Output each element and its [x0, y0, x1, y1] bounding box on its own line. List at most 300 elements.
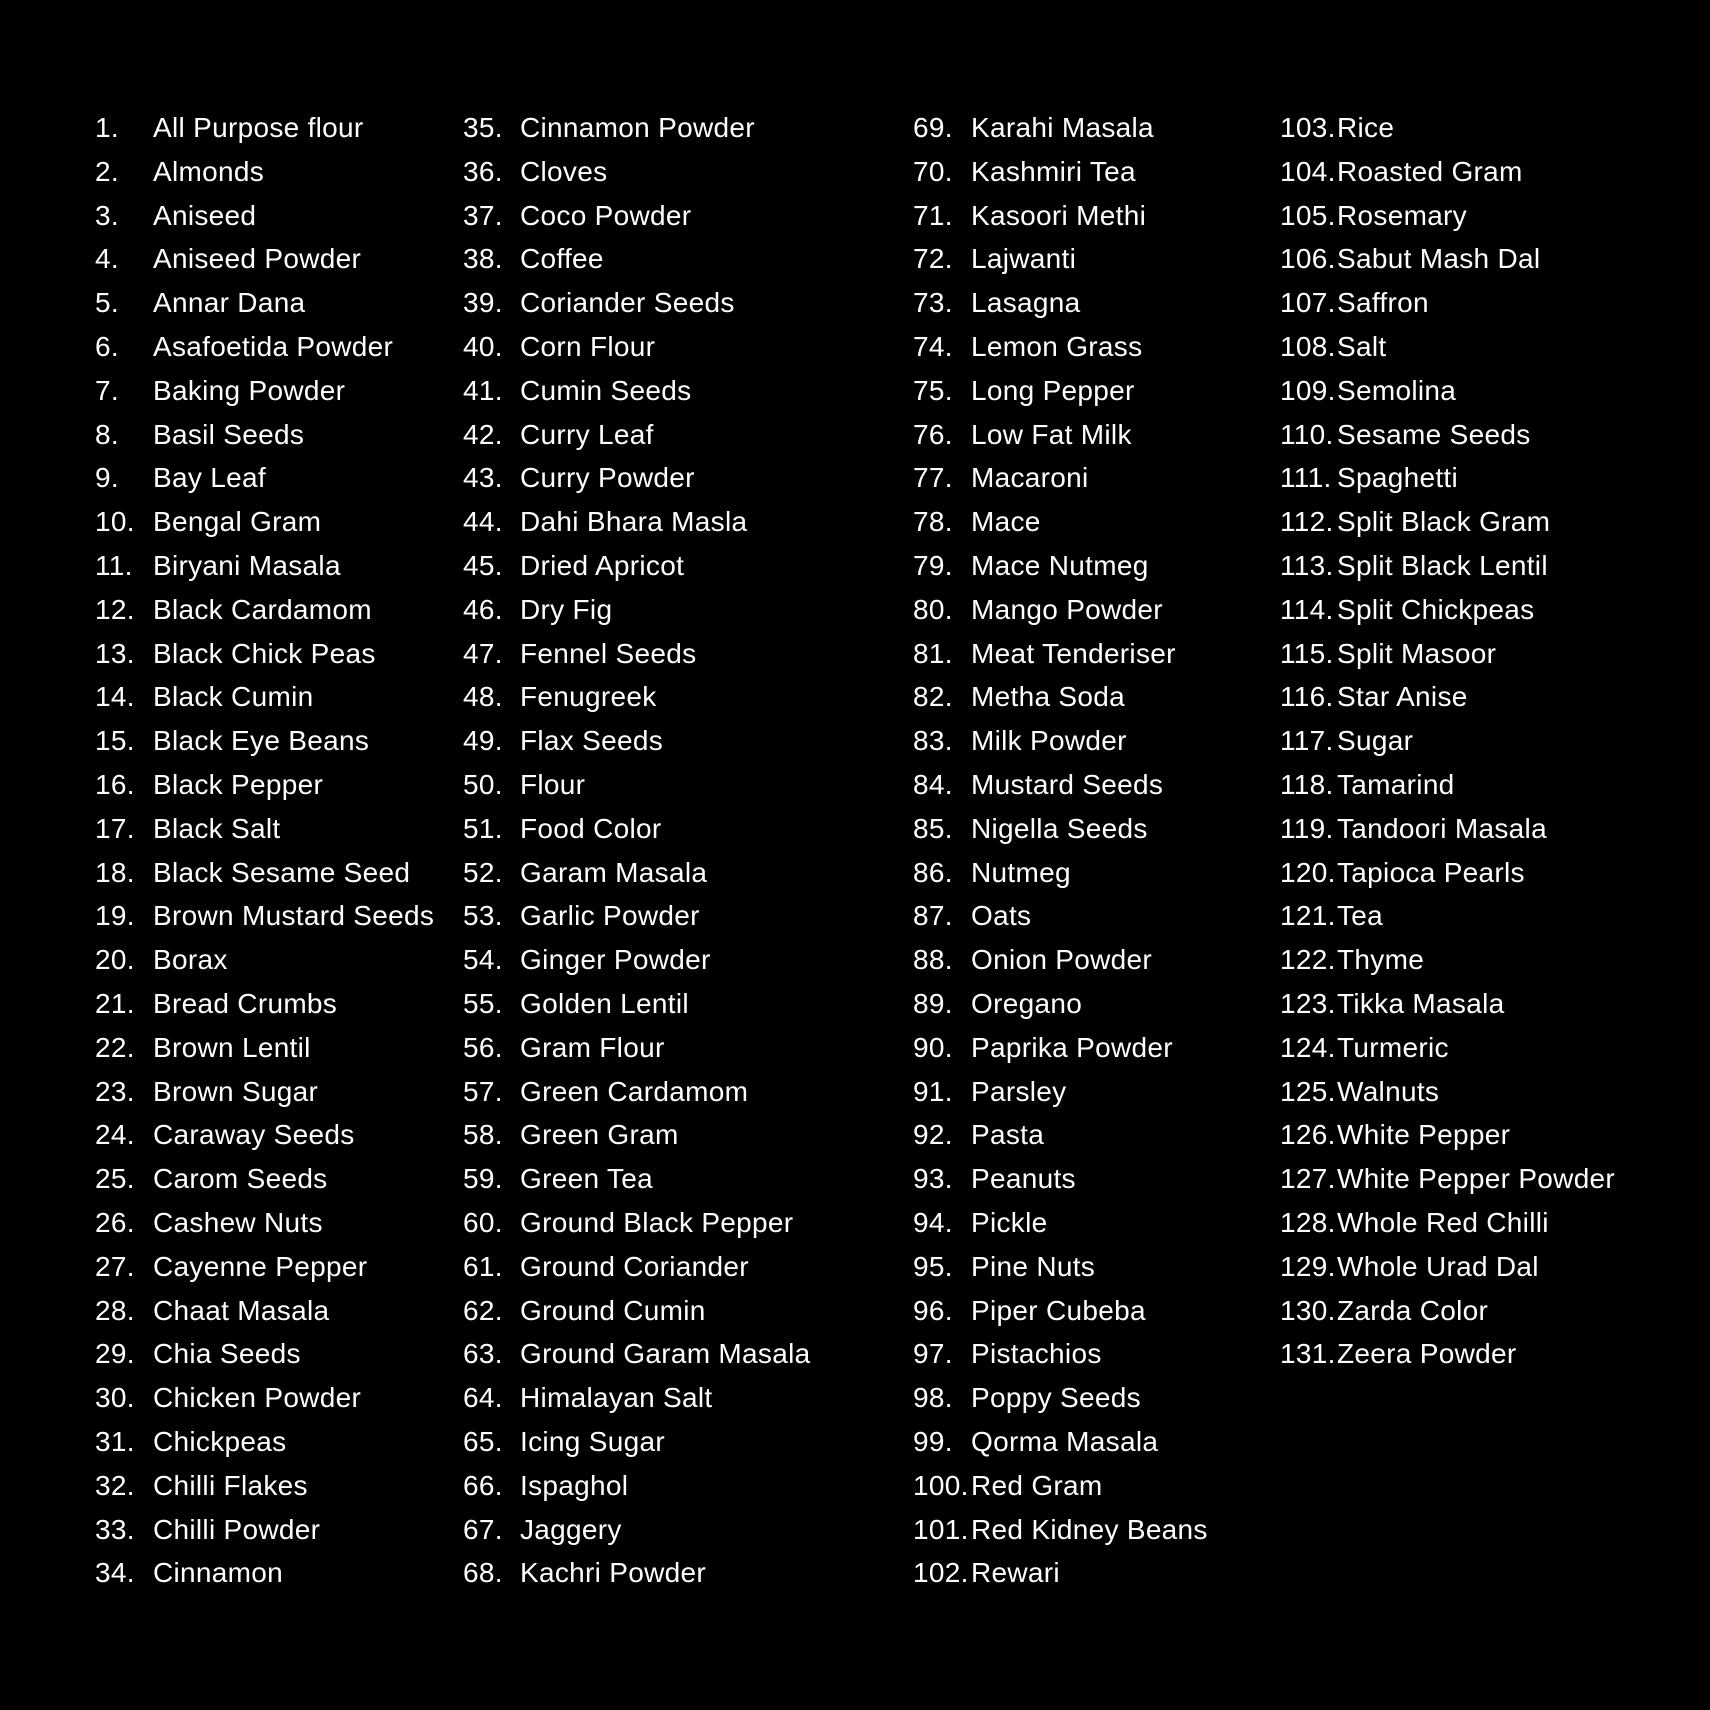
list-item-number: 127.: [1280, 1163, 1336, 1195]
list-item-label: Golden Lentil: [520, 987, 689, 1019]
list-item-number: 28.: [95, 1294, 135, 1326]
list-item-number: 21.: [95, 987, 135, 1019]
list-item: [1280, 462, 1615, 506]
list-item-label: Pistachios: [971, 1338, 1102, 1370]
list-item-number: 68.: [463, 1557, 503, 1589]
list-item-label: White Pepper: [1337, 1119, 1511, 1151]
list-item-number: 118.: [1280, 768, 1334, 800]
list-item-number: 131.: [1280, 1338, 1336, 1370]
list-item: [913, 1470, 1208, 1514]
list-item: [913, 1163, 1208, 1207]
list-item-label: Mustard Seeds: [971, 768, 1164, 800]
list-item-number: 32.: [95, 1469, 135, 1501]
list-item: [95, 813, 434, 857]
list-item-number: 53.: [463, 900, 503, 932]
list-item: [463, 156, 811, 200]
list-item-label: Piper Cubeba: [971, 1294, 1146, 1326]
list-item-label: Sabut Mash Dal: [1337, 243, 1541, 275]
list-item-label: Macaroni: [971, 462, 1089, 494]
list-item-number: 7.: [95, 374, 119, 406]
list-item: [913, 1076, 1208, 1120]
list-item: [463, 1251, 811, 1295]
list-item: [913, 1032, 1208, 1076]
list-item-number: 24.: [95, 1119, 135, 1151]
list-item-label: Dry Fig: [520, 593, 613, 625]
list-item-number: 61.: [463, 1250, 503, 1282]
list-item-number: 65.: [463, 1425, 503, 1457]
list-item: [913, 550, 1208, 594]
list-item-label: Carom Seeds: [153, 1163, 328, 1195]
list-item: [913, 1338, 1208, 1382]
list-item: [95, 550, 434, 594]
list-item-label: Green Cardamom: [520, 1075, 749, 1107]
list-item-label: Tandoori Masala: [1337, 812, 1547, 844]
list-item-label: Mace: [971, 506, 1041, 538]
list-item: [1280, 594, 1615, 638]
list-item: [1280, 1076, 1615, 1120]
list-item-number: 41.: [463, 374, 503, 406]
list-item-label: Biryani Masala: [153, 549, 341, 581]
list-item: [1280, 1295, 1615, 1339]
list-item-number: 70.: [913, 155, 953, 187]
list-item: [913, 506, 1208, 550]
list-item-label: Garlic Powder: [520, 900, 700, 932]
list-item-label: Coco Powder: [520, 199, 692, 231]
list-item: [95, 200, 434, 244]
list-item-number: 42.: [463, 418, 503, 450]
list-item: [1280, 331, 1615, 375]
list-item-label: Cinnamon Powder: [520, 112, 755, 143]
list-item-number: 116.: [1280, 681, 1334, 713]
list-item: [95, 769, 434, 813]
list-item: [913, 1207, 1208, 1251]
list-item-number: 51.: [463, 812, 503, 844]
list-item-label: Onion Powder: [971, 944, 1153, 976]
list-item: [1280, 681, 1615, 725]
list-item-number: 58.: [463, 1119, 503, 1151]
list-item: [1280, 725, 1615, 769]
list-item-number: 17.: [95, 812, 135, 844]
list-item-number: 13.: [95, 637, 135, 669]
list-item-label: Basil Seeds: [153, 418, 305, 450]
list-item-number: 1.: [95, 112, 119, 143]
list-item: [913, 331, 1208, 375]
list-item-number: 11.: [95, 549, 133, 581]
list-item-number: 18.: [95, 856, 135, 888]
list-item-label: Ground Coriander: [520, 1250, 749, 1282]
list-item-label: Fenugreek: [520, 681, 657, 713]
list-item-label: Lasagna: [971, 287, 1081, 319]
list-item-label: Pine Nuts: [971, 1250, 1096, 1282]
list-item: [913, 1251, 1208, 1295]
list-item: [1280, 375, 1615, 419]
list-item-number: 12.: [95, 593, 135, 625]
list-item: [463, 988, 811, 1032]
list-item-label: Baking Powder: [153, 374, 346, 406]
list-item: [463, 1207, 811, 1251]
list-item-label: Black Cumin: [153, 681, 314, 713]
list-item-number: 19.: [95, 900, 135, 932]
list-item-label: Cloves: [520, 155, 608, 187]
list-item-number: 119.: [1280, 812, 1334, 844]
list-item: [463, 1514, 811, 1558]
list-item-number: 105.: [1280, 199, 1336, 231]
list-item: [95, 1338, 434, 1382]
list-item: [1280, 200, 1615, 244]
list-item-label: Split Masoor: [1337, 637, 1497, 669]
list-item-label: Tapioca Pearls: [1337, 856, 1525, 888]
list-item: [95, 1251, 434, 1295]
list-item-label: Lajwanti: [971, 243, 1077, 275]
list-item: [913, 1382, 1208, 1426]
list-item: [463, 900, 811, 944]
list-item-label: Salt: [1337, 330, 1387, 362]
list-item-label: Corn Flour: [520, 330, 656, 362]
list-item-label: Rosemary: [1337, 199, 1467, 231]
list-item-label: Chilli Flakes: [153, 1469, 308, 1501]
list-item-number: 3.: [95, 199, 119, 231]
list-item: [1280, 944, 1615, 988]
list-item: [95, 944, 434, 988]
list-item-number: 120.: [1280, 856, 1336, 888]
list-item: [463, 813, 811, 857]
list-item: [463, 1470, 811, 1514]
list-item-label: Bengal Gram: [153, 506, 322, 538]
list-item-label: Semolina: [1337, 374, 1457, 406]
list-item-number: 123.: [1280, 987, 1336, 1019]
list-item-number: 27.: [95, 1250, 135, 1282]
list-item: [95, 1163, 434, 1207]
list-item-number: 109.: [1280, 374, 1336, 406]
list-item-number: 26.: [95, 1206, 135, 1238]
list-item-number: 5.: [95, 287, 119, 319]
list-item: [95, 725, 434, 769]
list-item-number: 55.: [463, 987, 503, 1019]
list-item: [913, 375, 1208, 419]
list-item-number: 34.: [95, 1557, 135, 1589]
list-item: [95, 156, 434, 200]
list-item: [95, 594, 434, 638]
list-item: [95, 1557, 434, 1601]
list-item: [913, 725, 1208, 769]
list-item-number: 44.: [463, 506, 503, 538]
list-item-label: Asafoetida Powder: [153, 330, 394, 362]
list-item-number: 90.: [913, 1031, 953, 1063]
list-item: [463, 769, 811, 813]
list-item: [463, 1338, 811, 1382]
list-item-number: 102.: [913, 1557, 969, 1589]
list-item-label: Food Color: [520, 812, 662, 844]
list-item-label: Pickle: [971, 1206, 1048, 1238]
list-item-label: Dried Apricot: [520, 549, 685, 581]
list-item-number: 74.: [913, 330, 953, 362]
list-item: [95, 1382, 434, 1426]
list-item-label: All Purpose flour: [153, 112, 364, 143]
list-item-number: 87.: [913, 900, 953, 932]
list-item-number: 115.: [1280, 637, 1334, 669]
list-item-number: 59.: [463, 1163, 503, 1195]
list-item: [1280, 1032, 1615, 1076]
list-item: [913, 1119, 1208, 1163]
list-item-label: Curry Leaf: [520, 418, 654, 450]
list-item: [1280, 112, 1615, 156]
list-item-number: 63.: [463, 1338, 503, 1370]
list-item-number: 89.: [913, 987, 953, 1019]
list-item-number: 25.: [95, 1163, 135, 1195]
list-item-label: Flour: [520, 768, 586, 800]
list-item-number: 76.: [913, 418, 953, 450]
list-item-number: 101.: [913, 1513, 969, 1545]
list-item-label: Star Anise: [1337, 681, 1468, 713]
list-item: [913, 462, 1208, 506]
list-item: [463, 112, 811, 156]
list-item-number: 39.: [463, 287, 503, 319]
list-item: [463, 1426, 811, 1470]
list-item: [913, 681, 1208, 725]
list-item-label: Mango Powder: [971, 593, 1163, 625]
list-item-label: Split Black Gram: [1337, 506, 1551, 538]
list-item-label: Cayenne Pepper: [153, 1250, 368, 1282]
list-item: [1280, 1119, 1615, 1163]
list-item-label: Tikka Masala: [1337, 987, 1505, 1019]
list-item-label: Annar Dana: [153, 287, 306, 319]
list-item-label: Saffron: [1337, 287, 1429, 319]
list-item-label: Milk Powder: [971, 725, 1127, 757]
list-item-number: 37.: [463, 199, 503, 231]
list-item-label: Bread Crumbs: [153, 987, 338, 1019]
list-item-label: Mace Nutmeg: [971, 549, 1149, 581]
list-item-label: Red Gram: [971, 1469, 1103, 1501]
list-item: [1280, 287, 1615, 331]
list-item-number: 33.: [95, 1513, 135, 1545]
list-item-number: 49.: [463, 725, 503, 757]
list-item: [463, 462, 811, 506]
list-item-number: 52.: [463, 856, 503, 888]
list-item: [95, 857, 434, 901]
list-item-number: 23.: [95, 1075, 135, 1107]
list-item-number: 84.: [913, 768, 953, 800]
list-item-label: Long Pepper: [971, 374, 1135, 406]
list-item-label: Pasta: [971, 1119, 1045, 1151]
list-item-number: 64.: [463, 1382, 503, 1414]
list-item: [95, 1076, 434, 1120]
list-item-label: Cashew Nuts: [153, 1206, 323, 1238]
list-item: [1280, 988, 1615, 1032]
list-item: [463, 1382, 811, 1426]
list-item: [463, 1295, 811, 1339]
list-item: [463, 506, 811, 550]
list-item-number: 57.: [463, 1075, 503, 1107]
list-item: [95, 900, 434, 944]
list-item-number: 97.: [913, 1338, 953, 1370]
list-item-number: 128.: [1280, 1206, 1336, 1238]
list-item-number: 107.: [1280, 287, 1336, 319]
list-item-label: Borax: [153, 944, 228, 976]
list-item: [913, 156, 1208, 200]
list-item-label: Flax Seeds: [520, 725, 664, 757]
list-item-label: Kachri Powder: [520, 1557, 706, 1589]
list-item-label: Metha Soda: [971, 681, 1125, 713]
list-item-number: 93.: [913, 1163, 953, 1195]
list-item-label: Whole Red Chilli: [1337, 1206, 1549, 1238]
list-item-label: Chaat Masala: [153, 1294, 330, 1326]
list-item: [463, 594, 811, 638]
list-item-label: Rewari: [971, 1557, 1060, 1589]
list-item: [463, 638, 811, 682]
list-item-label: Qorma Masala: [971, 1425, 1159, 1457]
list-item-label: Black Chick Peas: [153, 637, 376, 669]
list-item-label: Black Salt: [153, 812, 281, 844]
list-item: [95, 1032, 434, 1076]
list-item-label: Nigella Seeds: [971, 812, 1148, 844]
list-item: [463, 331, 811, 375]
list-item: [95, 1295, 434, 1339]
list-item: [913, 419, 1208, 463]
list-item: [913, 813, 1208, 857]
list-item: [463, 857, 811, 901]
list-item: [913, 243, 1208, 287]
list-item-label: Himalayan Salt: [520, 1382, 713, 1414]
list-item: [1280, 857, 1615, 901]
list-item-number: 80.: [913, 593, 953, 625]
list-item-number: 100.: [913, 1469, 969, 1501]
list-item-label: Coffee: [520, 243, 604, 275]
list-item: [95, 112, 434, 156]
list-item-label: Split Black Lentil: [1337, 549, 1548, 581]
list-item-number: 9.: [95, 462, 119, 494]
list-item: [913, 857, 1208, 901]
list-item-label: Green Gram: [520, 1119, 679, 1151]
list-item-number: 126.: [1280, 1119, 1336, 1151]
list-item: [1280, 638, 1615, 682]
list-item-number: 8.: [95, 418, 119, 450]
list-item-number: 16.: [95, 768, 135, 800]
list-item: [913, 988, 1208, 1032]
list-item-number: 54.: [463, 944, 503, 976]
list-item: [463, 1163, 811, 1207]
list-item-label: Zeera Powder: [1337, 1338, 1517, 1370]
list-item: [1280, 900, 1615, 944]
list-item-number: 48.: [463, 681, 503, 713]
list-item-label: Chia Seeds: [153, 1338, 301, 1370]
list-item-number: 79.: [913, 549, 953, 581]
list-item-number: 121.: [1280, 900, 1336, 932]
list-item-number: 114.: [1280, 593, 1334, 625]
list-item: [1280, 1207, 1615, 1251]
list-item-label: Oregano: [971, 987, 1083, 1019]
list-item-number: 73.: [913, 287, 953, 319]
list-item-number: 14.: [95, 681, 135, 713]
list-item-number: 96.: [913, 1294, 953, 1326]
list-item: [1280, 1251, 1615, 1295]
list-item-number: 36.: [463, 155, 503, 187]
list-item: [95, 375, 434, 419]
list-item-number: 112.: [1280, 506, 1334, 538]
list-item-number: 104.: [1280, 155, 1336, 187]
list-item-label: Cinnamon: [153, 1557, 284, 1589]
list-item-label: Black Eye Beans: [153, 725, 370, 757]
list-item-label: Spaghetti: [1337, 462, 1459, 494]
list-item-label: Ground Garam Masala: [520, 1338, 811, 1370]
list-item-number: 78.: [913, 506, 953, 538]
list-item-number: 20.: [95, 944, 135, 976]
list-item-label: Icing Sugar: [520, 1425, 665, 1457]
list-column-3: [913, 112, 1208, 1601]
list-item: [913, 1295, 1208, 1339]
list-item-label: Coriander Seeds: [520, 287, 735, 319]
list-item: [463, 725, 811, 769]
list-item-number: 106.: [1280, 243, 1336, 275]
list-item-number: 111.: [1280, 462, 1332, 494]
list-item: [95, 419, 434, 463]
list-item-number: 130.: [1280, 1294, 1336, 1326]
list-item: [913, 112, 1208, 156]
list-item-label: Chilli Powder: [153, 1513, 321, 1545]
list-item: [913, 769, 1208, 813]
list-item-label: Peanuts: [971, 1163, 1076, 1195]
list-item-label: Whole Urad Dal: [1337, 1250, 1539, 1282]
list-item: [463, 287, 811, 331]
list-item-number: 10.: [95, 506, 135, 538]
list-item-label: Thyme: [1337, 944, 1425, 976]
list-item-label: Black Sesame Seed: [153, 856, 411, 888]
list-item: [913, 638, 1208, 682]
list-item: [95, 1470, 434, 1514]
list-item: [463, 681, 811, 725]
list-item-label: Brown Sugar: [153, 1075, 319, 1107]
list-item-number: 82.: [913, 681, 953, 713]
list-item-label: Walnuts: [1337, 1075, 1440, 1107]
list-item: [463, 944, 811, 988]
list-item-label: Brown Mustard Seeds: [153, 900, 435, 932]
list-item: [463, 200, 811, 244]
list-item-number: 60.: [463, 1206, 503, 1238]
list-item-label: Cumin Seeds: [520, 374, 692, 406]
list-item-label: Rice: [1337, 112, 1395, 143]
list-item: [95, 462, 434, 506]
list-item-number: 56.: [463, 1031, 503, 1063]
list-item-number: 83.: [913, 725, 953, 757]
list-item-number: 77.: [913, 462, 953, 494]
list-item-number: 43.: [463, 462, 503, 494]
list-item-label: Ground Cumin: [520, 1294, 706, 1326]
list-column-2: [463, 112, 811, 1601]
list-item-number: 86.: [913, 856, 953, 888]
list-item-label: Roasted Gram: [1337, 155, 1523, 187]
list-item-number: 31.: [95, 1425, 135, 1457]
list-item: [1280, 1163, 1615, 1207]
list-item: [1280, 156, 1615, 200]
list-item-label: Black Cardamom: [153, 593, 372, 625]
list-item-label: Paprika Powder: [971, 1031, 1173, 1063]
list-item-label: Aniseed Powder: [153, 243, 362, 275]
list-item-label: Sugar: [1337, 725, 1414, 757]
list-item: [95, 243, 434, 287]
list-column-1: [95, 112, 434, 1601]
list-item: [913, 1514, 1208, 1558]
list-item: [463, 550, 811, 594]
list-item-number: 66.: [463, 1469, 503, 1501]
list-item-label: Black Pepper: [153, 768, 324, 800]
list-item: [913, 200, 1208, 244]
list-item-number: 113.: [1280, 549, 1334, 581]
list-item-label: Dahi Bhara Masla: [520, 506, 748, 538]
list-item: [95, 506, 434, 550]
list-item: [463, 1032, 811, 1076]
list-item-number: 124.: [1280, 1031, 1336, 1063]
list-item-label: Nutmeg: [971, 856, 1071, 888]
list-item-label: White Pepper Powder: [1337, 1163, 1616, 1195]
